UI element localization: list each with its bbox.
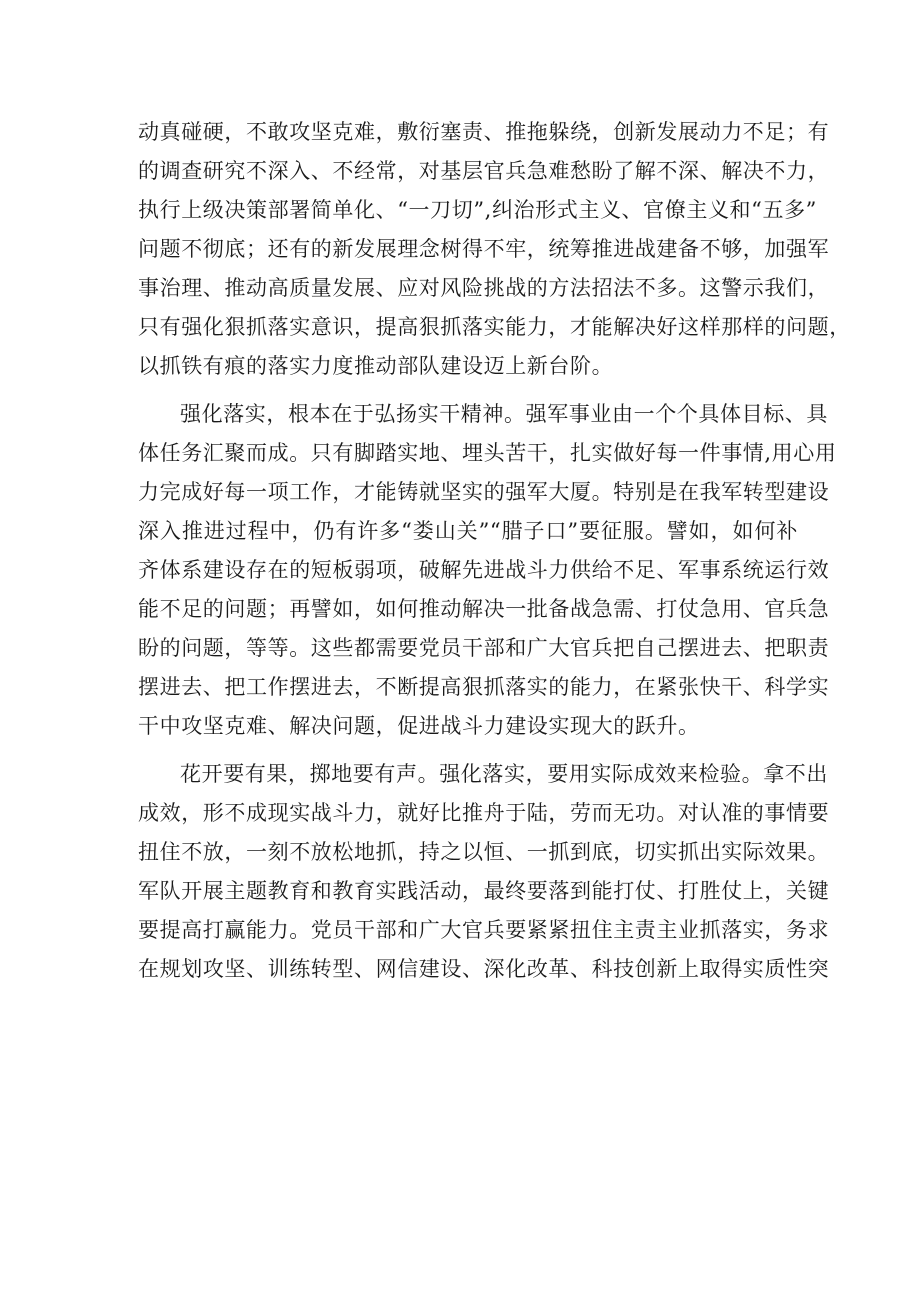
paragraph-1 xyxy=(138,113,851,386)
text-line: 摆进去、把工作摆进去，不断提高狠抓落实的能力，在紧张快干、科学实 xyxy=(138,675,830,699)
text-line: 盼的问题，等等。这些都需要党员干部和广大官兵把自己摆进去、把职责 xyxy=(138,636,830,660)
text-line: 花开要有果，掷地要有声。强化落实，要用实际成效来检验。拿不出 xyxy=(180,762,828,786)
text-line: 强化落实，根本在于弘扬实干精神。强军事业由一个个具体目标、具 xyxy=(180,402,828,426)
body-text xyxy=(138,113,851,998)
text-line: 力完成好每一项工作，才能铸就坚实的强军大厦。特别是在我军转型建设 xyxy=(138,480,830,504)
paragraph-2 xyxy=(138,395,837,746)
text-line: 军队开展主题教育和教育实践活动，最终要落到能打仗、打胜仗上，关键 xyxy=(138,879,830,903)
text-line: 齐体系建设存在的短板弱项，破解先进战斗力供给不足、军事系统运行效 xyxy=(138,558,830,582)
text-line: 体任务汇聚而成。只有脚踏实地、埋头苦干，扎实做好每一件事情,用心用 xyxy=(138,441,837,465)
text-line: 动真碰硬，不敢攻坚克难，敷衍塞责、推拖躲绕，创新发展动力不足；有 xyxy=(138,120,830,144)
text-line: 问题不彻底；还有的新发展理念树得不牢，统筹推进战建备不够，加强军 xyxy=(138,237,830,261)
text-line: 扭住不放，一刻不放松地抓，持之以恒、一抓到底，切实抓出实际效果。 xyxy=(138,840,830,864)
text-line: 执行上级决策部署简单化、“一刀切”,纠治形式主义、官僚主义和“五多” xyxy=(138,198,818,222)
text-line: 的调查研究不深入、不经常，对基层官兵急难愁盼了解不深、解决不力， xyxy=(138,159,830,183)
text-line: 成效，形不成现实战斗力，就好比推舟于陆，劳而无功。对认准的事情要 xyxy=(138,801,830,825)
text-line: 以抓铁有痕的落实力度推动部队建设迈上新台阶。 xyxy=(138,354,614,378)
text-line: 深入推进过程中，仍有许多“娄山关”“腊子口”要征服。譬如，如何补 xyxy=(138,519,798,543)
text-line: 干中攻坚克难、解决问题，促进战斗力建设实现大的跃升。 xyxy=(138,714,700,738)
paragraph-3 xyxy=(138,755,830,989)
text-line: 事治理、推动高质量发展、应对风险挑战的方法招法不多。这警示我们， xyxy=(138,276,830,300)
text-line: 在规划攻坚、训练转型、网信建设、深化改革、科技创新上取得实质性突 xyxy=(138,957,830,981)
text-line: 只有强化狠抓落实意识，提高狠抓落实能力，才能解决好这样那样的问题， xyxy=(138,315,851,339)
text-line: 要提高打赢能力。党员干部和广大官兵要紧紧扭住主责主业抓落实，务求 xyxy=(138,918,830,942)
text-line: 能不足的问题；再譬如，如何推动解决一批备战急需、打仗急用、官兵急 xyxy=(138,597,830,621)
